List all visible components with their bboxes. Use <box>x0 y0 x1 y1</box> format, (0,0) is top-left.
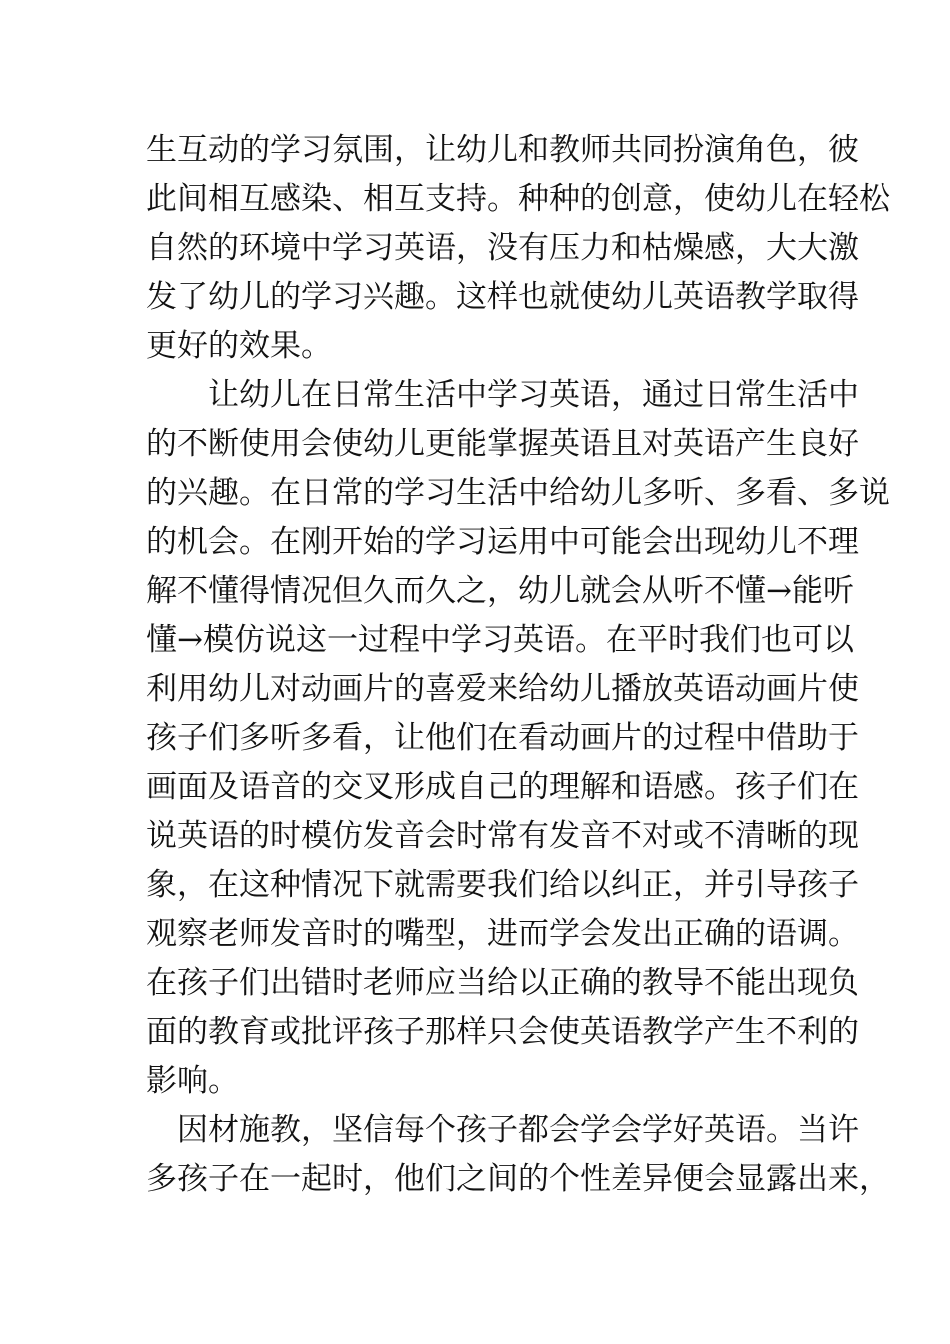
text-line: 画面及语音的交叉形成自己的理解和语感。孩子们在 <box>146 769 859 805</box>
text-line: 懂→模仿说这一过程中学习英语。在平时我们也可以 <box>146 622 854 658</box>
text-line: 说英语的时模仿发音会时常有发音不对或不清晰的现 <box>146 818 859 854</box>
text-line: 影响。 <box>146 1063 239 1099</box>
text-line: 利用幼儿对动画片的喜爱来给幼儿播放英语动画片使 <box>146 671 859 707</box>
text-line: 发了幼儿的学习兴趣。这样也就使幼儿英语教学取得 <box>146 279 859 315</box>
text-line: 更好的效果。 <box>146 328 332 364</box>
text-line: 在孩子们出错时老师应当给以正确的教导不能出现负 <box>146 965 859 1001</box>
text-line: 面的教育或批评孩子那样只会使英语教学产生不利的 <box>146 1014 859 1050</box>
text-line: 让幼儿在日常生活中学习英语，通过日常生活中 <box>146 377 859 413</box>
body-text <box>146 126 890 1204</box>
text-line: 自然的环境中学习英语，没有压力和枯燥感，大大激 <box>146 230 859 266</box>
paragraph-3 <box>146 1106 890 1204</box>
text-line: 观察老师发音时的嘴型，进而学会发出正确的语调。 <box>146 916 859 952</box>
text-line: 多孩子在一起时，他们之间的个性差异便会显露出来， <box>146 1161 890 1197</box>
text-line: 解不懂得情况但久而久之，幼儿就会从听不懂→能听 <box>146 573 854 609</box>
text-line: 象，在这种情况下就需要我们给以纠正，并引导孩子 <box>146 867 859 903</box>
paragraph-1 <box>146 126 890 371</box>
paragraph-2 <box>146 371 890 1106</box>
text-line: 生互动的学习氛围，让幼儿和教师共同扮演角色，彼 <box>146 132 859 168</box>
text-line: 因材施教，坚信每个孩子都会学会学好英语。当许 <box>146 1112 859 1148</box>
text-line: 此间相互感染、相互支持。种种的创意，使幼儿在轻松 <box>146 181 890 217</box>
text-line: 的不断使用会使幼儿更能掌握英语且对英语产生良好 <box>146 426 859 462</box>
text-line: 的兴趣。在日常的学习生活中给幼儿多听、多看、多说 <box>146 475 890 511</box>
text-line: 的机会。在刚开始的学习运用中可能会出现幼儿不理 <box>146 524 859 560</box>
text-line: 孩子们多听多看，让他们在看动画片的过程中借助于 <box>146 720 859 756</box>
